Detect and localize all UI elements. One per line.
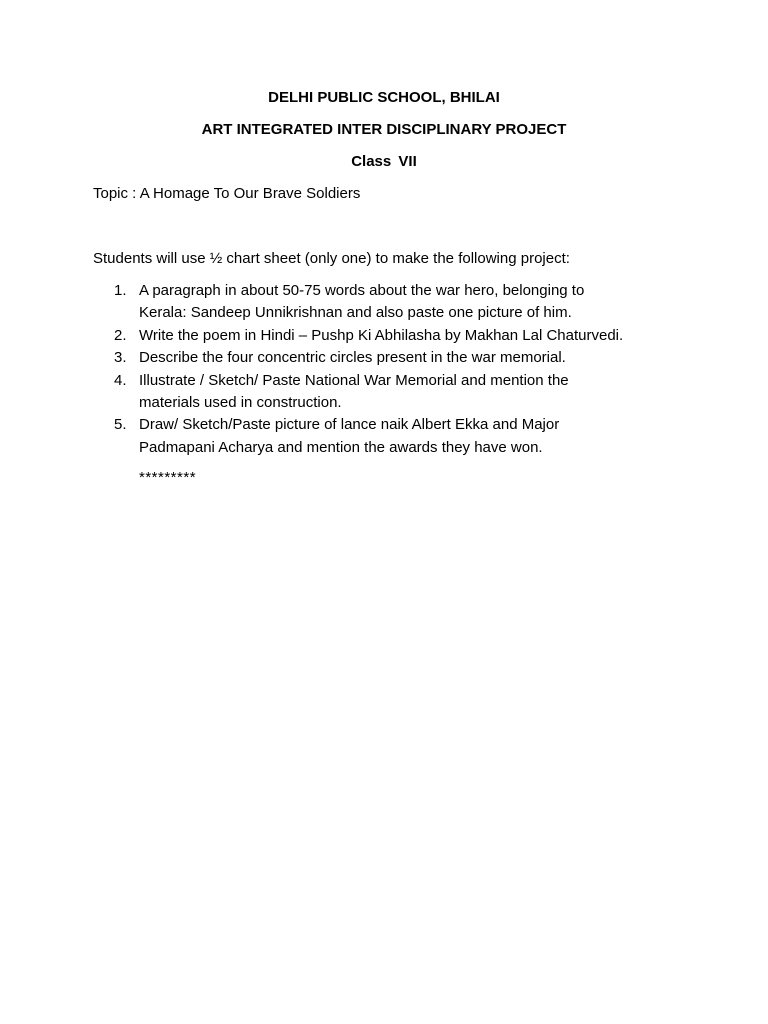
task-number: 2. [114, 326, 127, 344]
task-item [93, 414, 693, 459]
task-item [93, 325, 693, 347]
task-text-line: Kerala: Sandeep Unnikrishnan and also paste one picture of him. [139, 304, 572, 322]
instruction-text: Students will use ½ chart sheet (only one) to make the following project: [93, 250, 570, 267]
task-number: 4. [114, 371, 127, 389]
task-number: 1. [114, 282, 127, 299]
end-marker: ********* [139, 469, 197, 486]
topic-line: Topic : A Homage To Our Brave Soldiers [93, 185, 361, 202]
task-item [93, 370, 693, 415]
task-text-line: A paragraph in about 50-75 words about the war hero, belonging to [139, 282, 585, 299]
task-text-line: Describe the four concentric circles present in the war memorial. [139, 349, 566, 367]
task-number: 5. [114, 416, 127, 434]
task-item [93, 347, 693, 369]
task-text-line: Write the poem in Hindi – Pushp Ki Abhilasha by Makhan Lal Chaturvedi. [139, 326, 624, 344]
task-number: 3. [114, 349, 127, 367]
task-text-line: Padmapani Acharya and mention the awards they have won. [139, 438, 543, 456]
project-title: ART INTEGRATED INTER DISCIPLINARY PROJECT [201, 121, 567, 138]
task-list [93, 280, 693, 459]
class-label: Class VII [351, 153, 417, 170]
task-item [93, 280, 693, 325]
task-text-line: materials used in construction. [139, 394, 342, 412]
task-text-line: Illustrate / Sketch/ Paste National War Memorial and mention the [139, 371, 569, 389]
school-name: DELHI PUBLIC SCHOOL, BHILAI [268, 89, 500, 106]
task-text-line: Draw/ Sketch/Paste picture of lance naik Albert Ekka and Major [139, 416, 560, 434]
